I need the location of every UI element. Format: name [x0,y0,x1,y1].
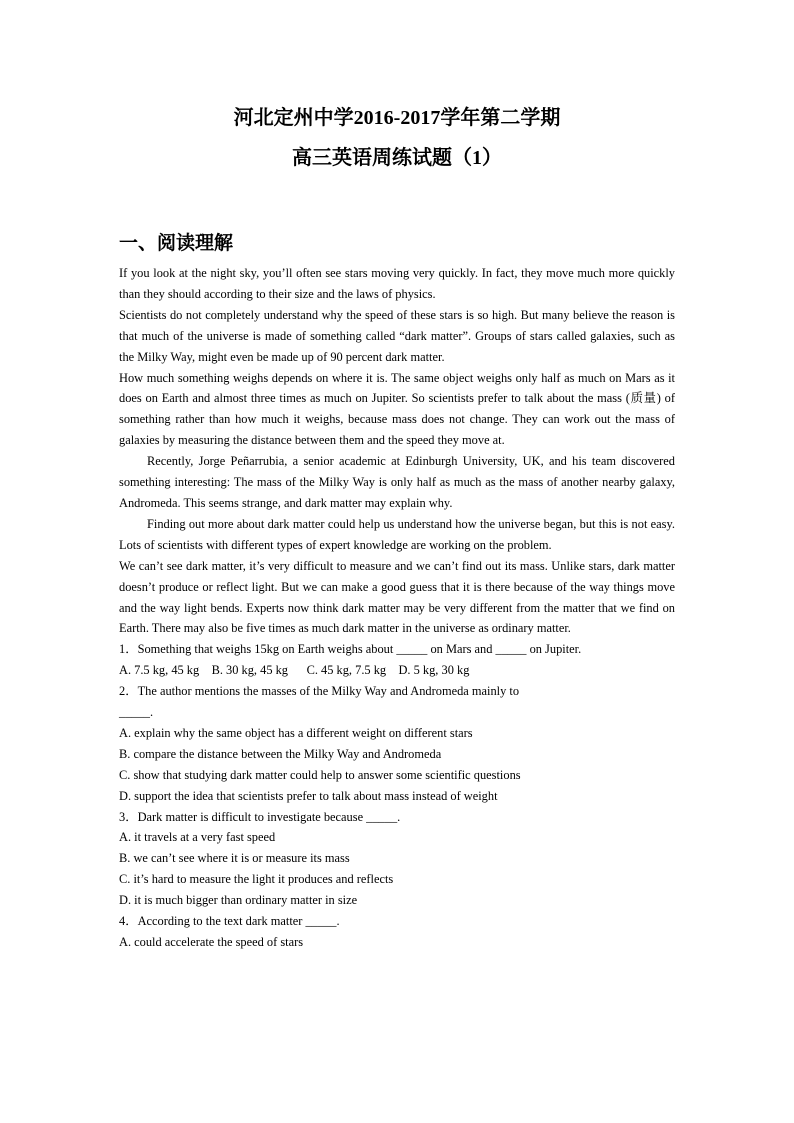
question-2-stem: 2．The author mentions the masses of the Milky Way and Andromeda mainly to [119,684,520,699]
question-3-option-d: D. it is much bigger than ordinary matter in size [119,893,358,908]
question-1-options: A. 7.5 kg, 45 kg B. 30 kg, 45 kg C. 45 kg, 7.5 kg D. 5 kg, 30 kg [119,663,470,678]
question-4-stem: 4．According to the text dark matter _____. [119,914,340,929]
question-2-option-d: D. support the idea that scientists prefer to talk about mass instead of weight [119,788,498,803]
question-3-option-a: A. it travels at a very fast speed [119,830,276,845]
question-4-option-a: A. could accelerate the speed of stars [119,935,304,949]
document-subtitle: 高三英语周练试题（1） [292,147,502,169]
passage-paragraph-5: Finding out more about dark matter could help us understand how the universe began, but this is not easy. Lots of scientists with different types of expert knowledge are working on the problem. [119,516,675,552]
section-heading: 一、阅读理解 [119,233,234,254]
question-1-stem: 1．Something that weighs 15kg on Earth weighs about _____ on Mars and _____ on Jupiter. [119,642,582,657]
passage-paragraph-2: Scientists do not completely understand why the speed of these stars is so high. But many believe the reason is that much of the universe is made of something called “dark matter”. Groups of stars called galaxies, such as the Milky Way, might even be made up of 90 percent dark matter. [119,307,675,364]
question-2-option-c: C. show that studying dark matter could help to answer some scientific questions [119,767,521,782]
reading-passage [119,263,675,953]
question-3-option-c: C. it’s hard to measure the light it produces and reflects [119,872,394,887]
document-title: 河北定州中学2016-2017学年第二学期 [233,107,561,129]
question-2-option-a: A. explain why the same object has a different weight on different stars [119,725,473,740]
passage-paragraph-6: We can’t see dark matter, it’s very difficult to measure and we can’t find out its mass. Unlike stars, dark matter doesn’t produce or reflect light. But we can make a good guess that it is there because of the way things move and the way light bends. Experts now think dark matter may be very different from the matter that we find on Earth. There may also be five times as much dark matter in the universe as ordinary matter. [119,558,675,636]
question-3-stem: 3．Dark matter is difficult to investigate because _____. [119,809,401,824]
passage-paragraph-4: Recently, Jorge Peñarrubia, a senior academic at Edinburgh University, UK, and his team discovered something interesting: The mass of the Milky Way is only half as much as the mass of another nearby galaxy, Andromeda. This seems strange, and dark matter may explain why. [119,454,675,510]
passage-paragraph-1: If you look at the night sky, you’ll often see stars moving very quickly. In fact, they move much more quickly than they should according to their size and the laws of physics. [119,266,675,301]
question-3-option-b: B. we can’t see where it is or measure its mass [119,851,350,866]
passage-paragraph-3: How much something weighs depends on where it is. The same object weighs only half as much on Mars as it does on Earth and almost three times as much on Jupiter. So scientists prefer to talk about the mass (质量) of something rather than how much it weighs, because mass does not change. They can work out the mass of galaxies by measuring the distance between them and the speed they move at. [119,370,675,448]
question-2-option-b: B. compare the distance between the Milky Way and Andromeda [119,746,442,761]
question-2-blank: _____. [119,705,154,720]
